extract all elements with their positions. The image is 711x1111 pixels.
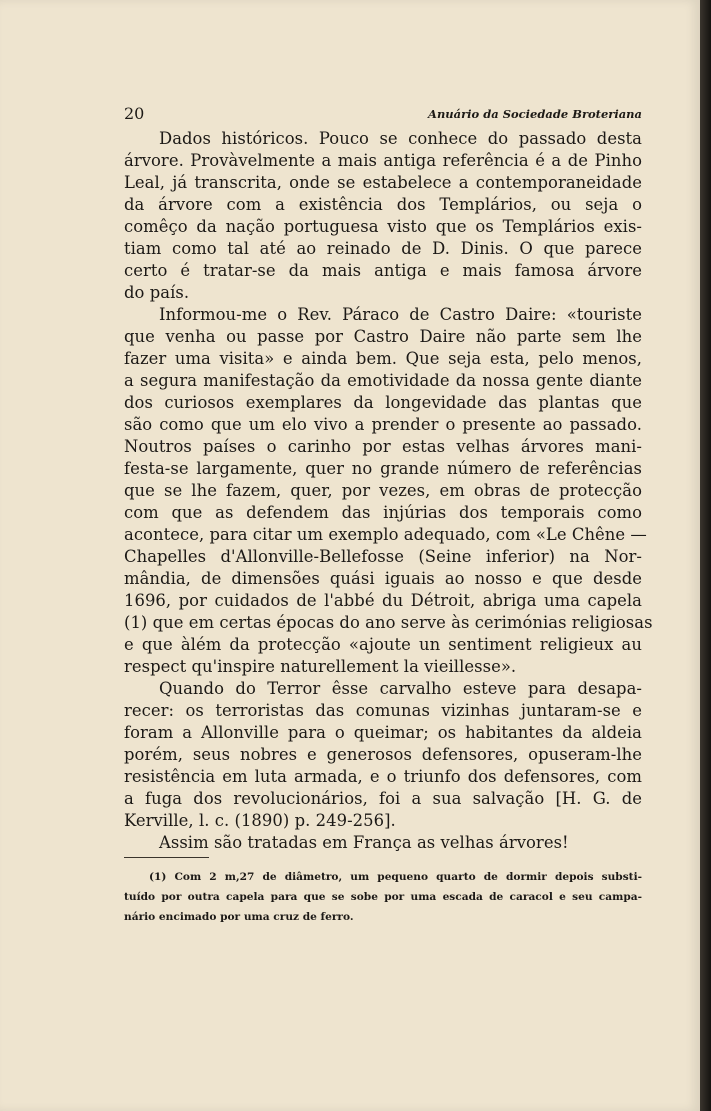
text-line: porém, seus nobres e generosos defensores, opuseram-lhe [124, 745, 642, 764]
text-line: da árvore com a existência dos Templários, ou seja o [124, 195, 642, 214]
text-line: tiam como tal até ao reinado de D. Dinis. O que parece [124, 239, 642, 258]
text-line: Chapelles d'Allonville-Bellefosse (Seine inferior) na Nor- [124, 547, 642, 566]
text-line: Leal, já transcrita, onde se estabelece a contemporaneidade [124, 173, 642, 192]
text-line: (1) que em certas épocas do ano serve às cerimónias religiosas [124, 613, 653, 632]
text-line: árvore. Provàvelmente a mais antiga referência é a de Pinho [124, 151, 642, 170]
text-line: certo é tratar-se da mais antiga e mais famosa árvore [124, 261, 642, 280]
text-line: comêço da nação portuguesa visto que os Templários exis- [124, 217, 642, 236]
text-line: dos curiosos exemplares da longevidade das plantas que [124, 393, 642, 412]
text-line: Quando do Terror êsse carvalho esteve para desapa- [159, 679, 642, 698]
text-line: Noutros países o carinho por estas velhas árvores mani- [124, 437, 642, 456]
text-line: a segura manifestação da emotividade da nossa gente diante [124, 371, 642, 390]
text-line: 1696, por cuidados de l'abbé du Détroit, abriga uma capela [124, 591, 642, 610]
text-line: com que as defendem das injúrias dos temporais como [124, 503, 642, 522]
text-line: foram a Allonville para o queimar; os habitantes da aldeia [124, 723, 642, 742]
text-line: a fuga dos revolucionários, foi a sua salvação [H. G. de [124, 789, 642, 808]
text-line: que venha ou passe por Castro Daire não parte sem lhe [124, 327, 642, 346]
text-line: que se lhe fazem, quer, por vezes, em obras de protecção [124, 481, 642, 500]
text-line: Dados históricos. Pouco se conhece do passado desta [159, 129, 642, 148]
body-text [124, 128, 653, 854]
page-number: 20 [124, 104, 145, 123]
running-title: Anuário da Sociedade Broteriana [428, 107, 642, 121]
text-line: e que àlém da protecção «ajoute un sentiment religieux au [124, 635, 642, 654]
text-line: respect qu'inspire naturellement la vieillesse». [124, 657, 517, 676]
footnote-rule [124, 857, 209, 858]
footnote-line: (1) Com 2 m,27 de diâmetro, um pequeno quarto de dormir depois substi- [149, 871, 642, 883]
text-line: recer: os terroristas das comunas vizinhas juntaram-se e [124, 701, 642, 720]
text-line: Informou-me o Rev. Páraco de Castro Daire: «touriste [159, 305, 642, 324]
text-line: são como que um elo vivo a prender o presente ao passado. [124, 415, 642, 434]
text-line: festa-se largamente, quer no grande número de referências [124, 459, 642, 478]
text-line: do país. [124, 283, 190, 302]
text-line: Assim são tratadas em França as velhas árvores! [159, 833, 569, 852]
text-line: resistência em luta armada, e o triunfo dos defensores, com [124, 767, 642, 786]
footnote-line: nário encimado por uma cruz de ferro. [124, 911, 354, 923]
text-line: fazer uma visita» e ainda bem. Que seja esta, pelo menos, [124, 349, 642, 368]
footnote-line: tuído por outra capela para que se sobe por uma escada de caracol e seu campa- [124, 891, 642, 903]
text-line: mândia, de dimensões quási iguais ao nosso e que desde [124, 569, 642, 588]
page-edge-shadow [700, 0, 711, 1111]
text-line: Kerville, l. c. (1890) p. 249-256]. [124, 811, 396, 830]
text-line: acontece, para citar um exemplo adequado, com «Le Chêne — [124, 525, 647, 544]
page-header [124, 104, 642, 126]
footnote [124, 867, 642, 927]
